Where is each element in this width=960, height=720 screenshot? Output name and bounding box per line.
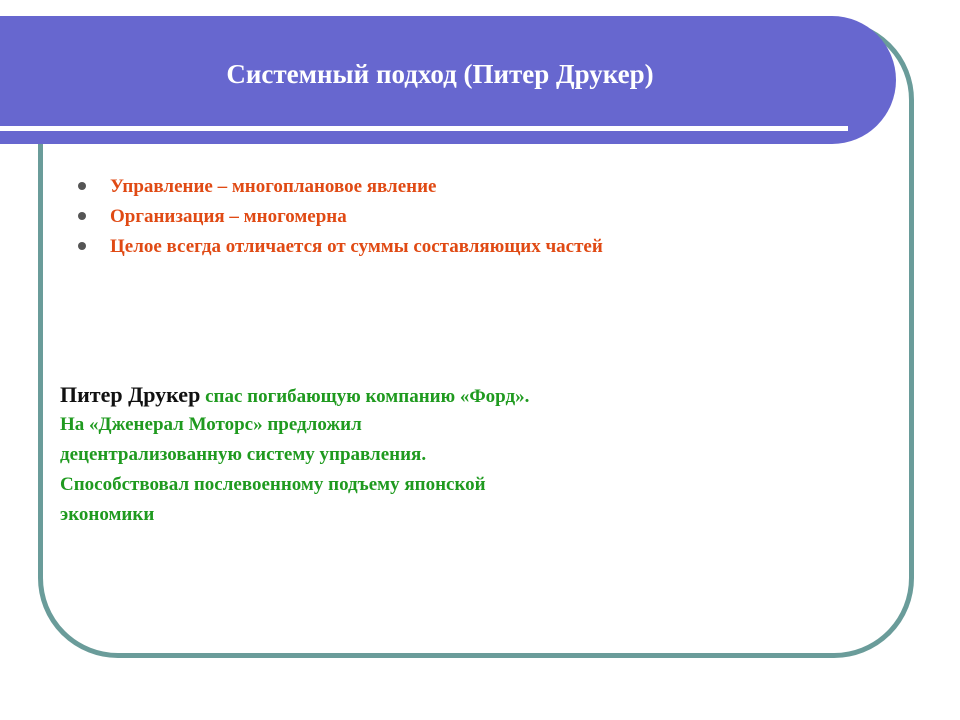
bullet-text: Управление – многоплановое явление [110, 176, 437, 197]
paragraph-line: Способствовал послевоенному подъему японской [60, 474, 486, 495]
bullet-text: Целое всегда отличается от суммы составляющих частей [110, 236, 603, 257]
paragraph-line: экономики [60, 504, 155, 525]
bullet-icon [78, 242, 86, 250]
bullet-item [74, 232, 603, 262]
bullet-text: Организация – многомерна [110, 206, 347, 227]
header-divider [0, 126, 848, 131]
person-name: Питер Друкер [60, 382, 201, 407]
bullet-icon [78, 212, 86, 220]
paragraph-line [60, 380, 700, 410]
paragraph-line: На «Дженерал Моторс» предложил [60, 414, 362, 435]
bullet-item [74, 202, 603, 232]
bullet-icon [78, 182, 86, 190]
paragraph-text: спас погибающую компанию «Форд». [200, 386, 530, 407]
slide-title: Системный подход (Питер Друкер) [226, 59, 654, 89]
drucker-paragraph [60, 380, 700, 530]
bullet-list [74, 172, 603, 262]
paragraph-line: децентрализованную систему управления. [60, 444, 427, 465]
bullet-item [74, 172, 603, 202]
